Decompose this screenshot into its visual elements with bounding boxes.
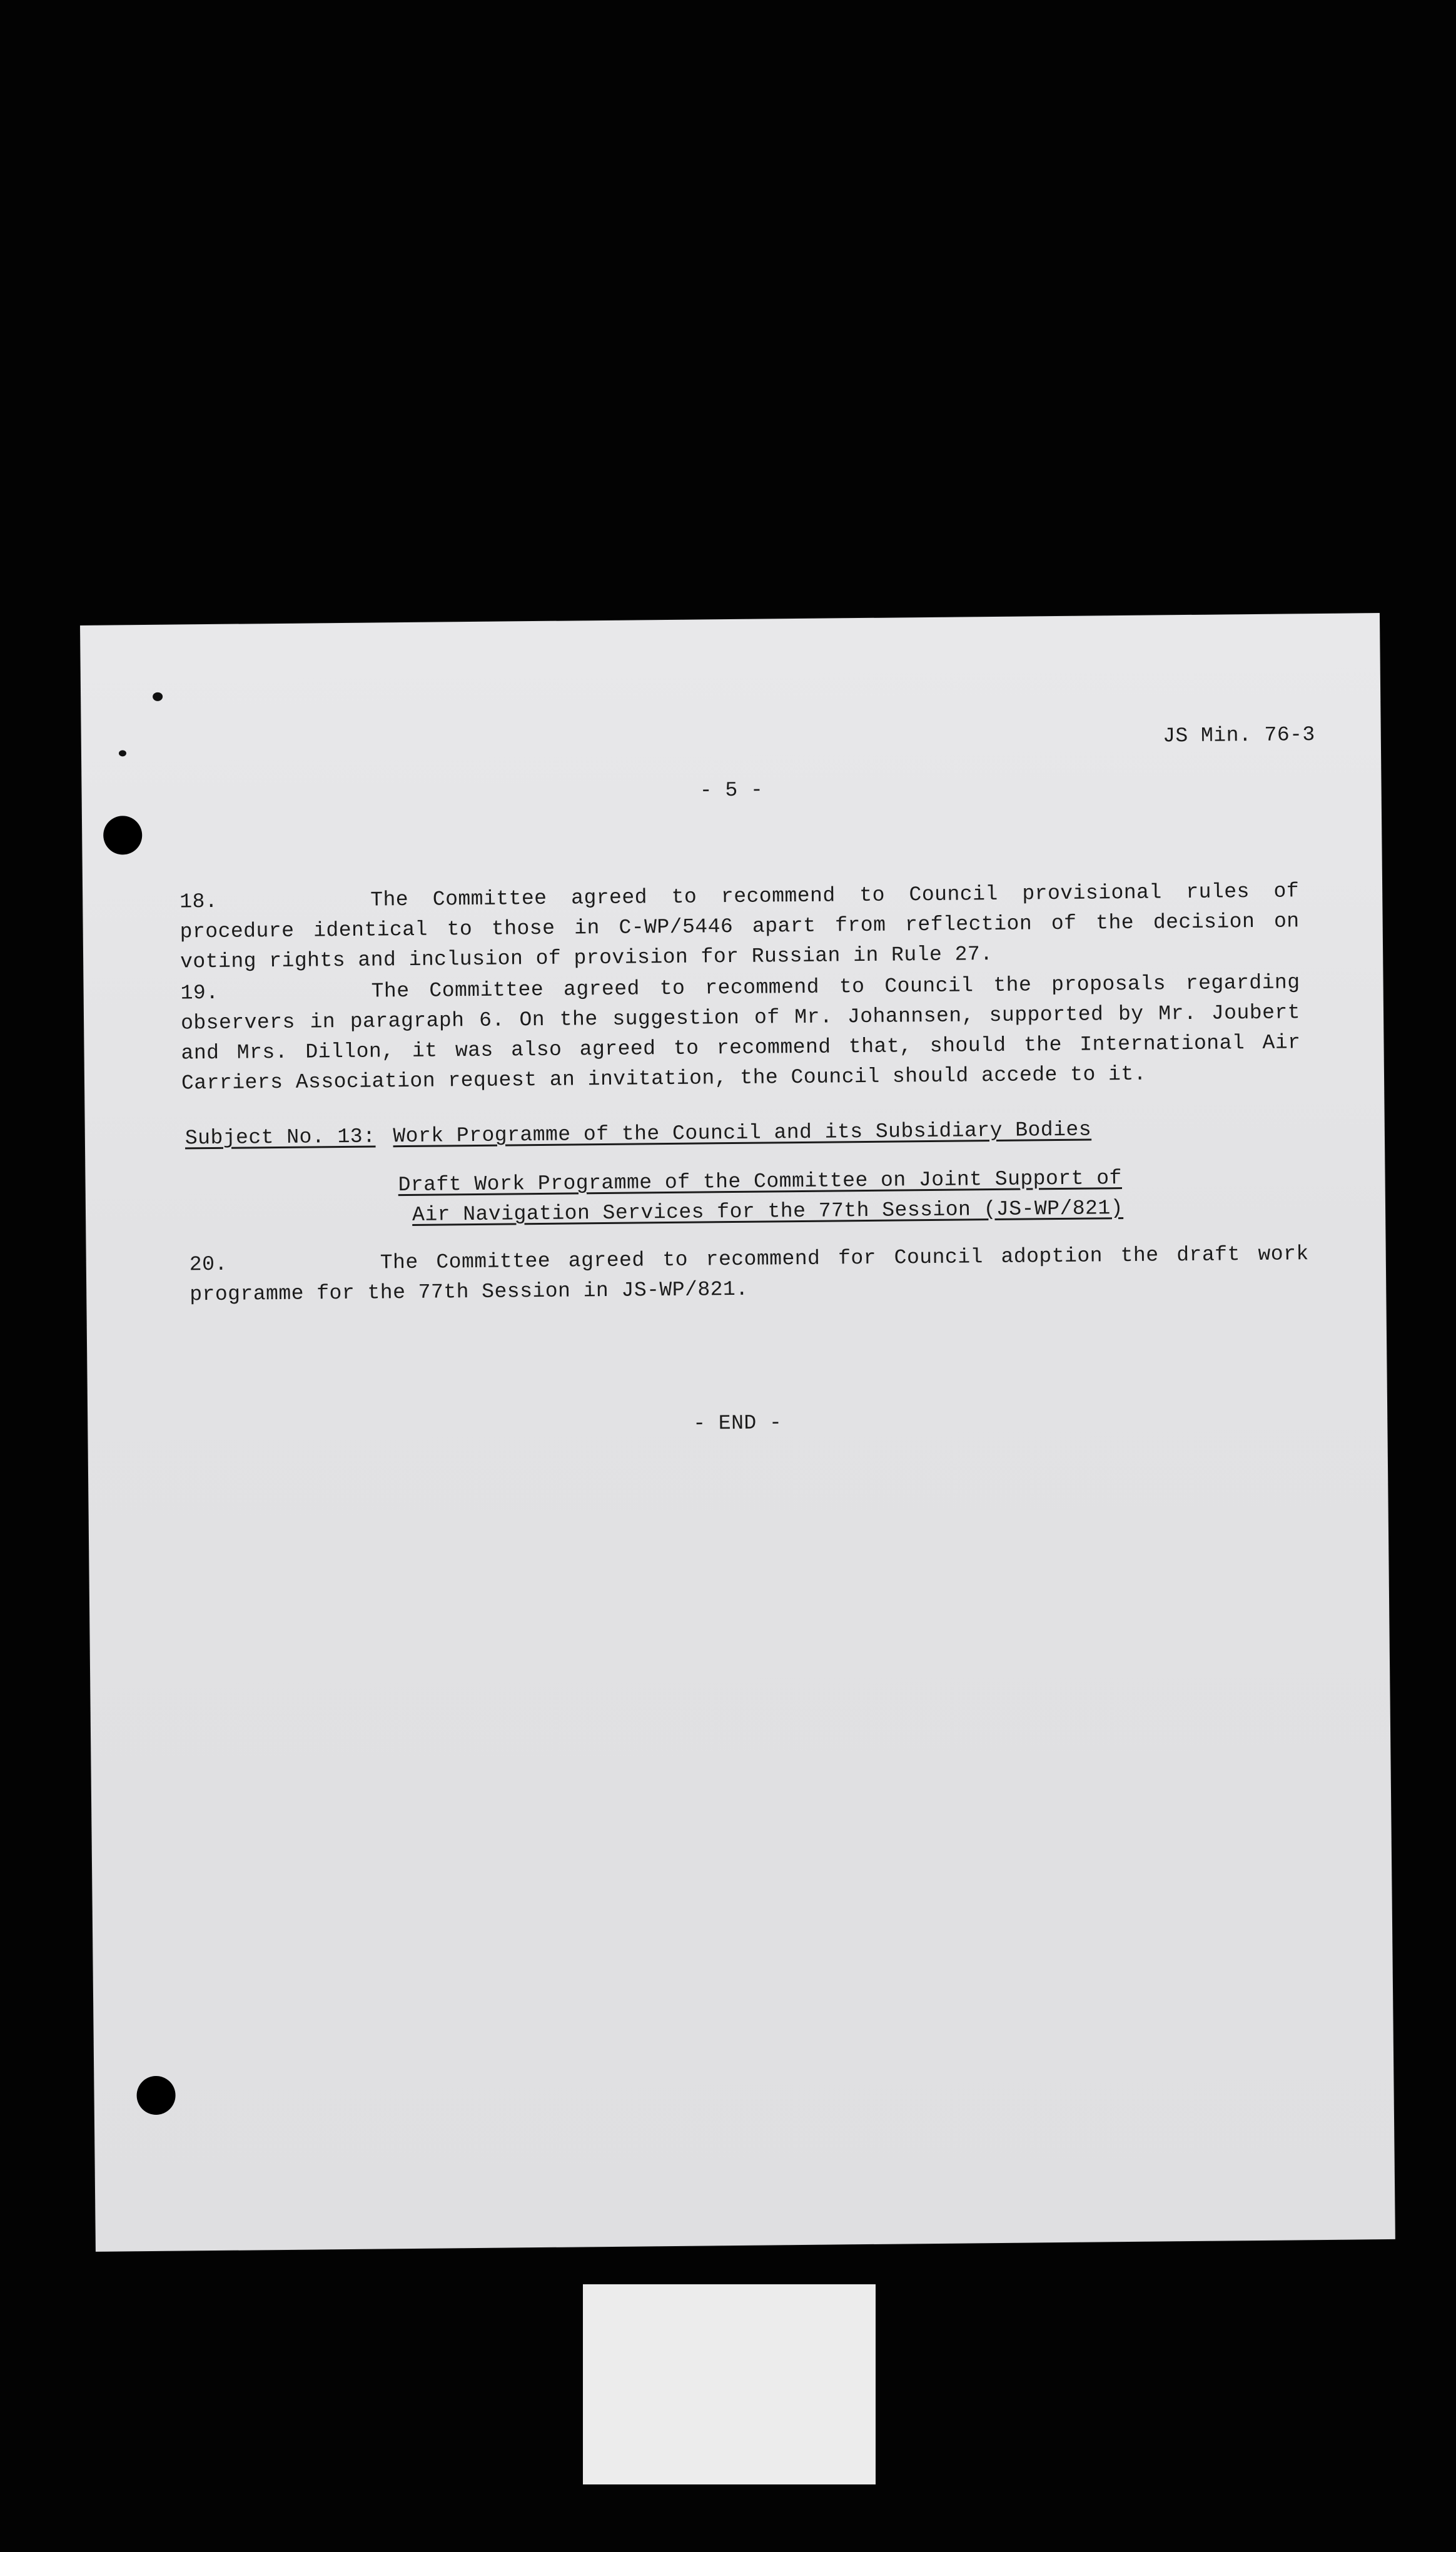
paragraph-text: The Committee agreed to recommend to Council the proposals regarding observers in paragraph 6. On the suggestion of Mr. Johannsen, supported by Mr. Joubert and Mrs. Dillon, it was also agreed to recommend that, should the International Air Carriers Association request an invitation, the Council should accede to it. (180, 971, 1301, 1095)
end-marker: - END - (693, 1411, 782, 1436)
paragraph-number: 19. (180, 981, 219, 1005)
document-reference: JS Min. 76-3 (1162, 723, 1315, 748)
subject-title: Work Programme of the Council and its Subsidiary Bodies (393, 1118, 1092, 1148)
draft-heading-line-2: Air Navigation Services for the 77th Session (JS-WP/821) (412, 1197, 1124, 1227)
subject-heading (185, 1115, 1092, 1154)
paragraph-number: 20. (189, 1252, 228, 1277)
page-number: - 5 - (699, 778, 764, 803)
document-page (80, 613, 1395, 2252)
paragraph-text: The Committee agreed to recommend to Council provisional rules of procedure identical to those in C-WP/5446 apart from reflection of the decision on voting rights and inclusion of provision for Russian in Rule 27. (179, 879, 1300, 974)
draft-heading (398, 1163, 1124, 1230)
document-body (80, 613, 1395, 2252)
paragraph-18 (179, 876, 1300, 977)
paragraph-19 (180, 968, 1301, 1098)
subject-label: Subject No. 13: (185, 1125, 376, 1150)
target-card (583, 2284, 876, 2484)
paragraph-text: The Committee agreed to recommend for Council adoption the draft work programme for the 77th Session in JS-WP/821. (190, 1242, 1309, 1307)
paragraph-number: 18. (179, 889, 218, 914)
draft-heading-line-1: Draft Work Programme of the Committee on Joint Support of (398, 1167, 1123, 1197)
paragraph-20 (190, 1239, 1310, 1310)
